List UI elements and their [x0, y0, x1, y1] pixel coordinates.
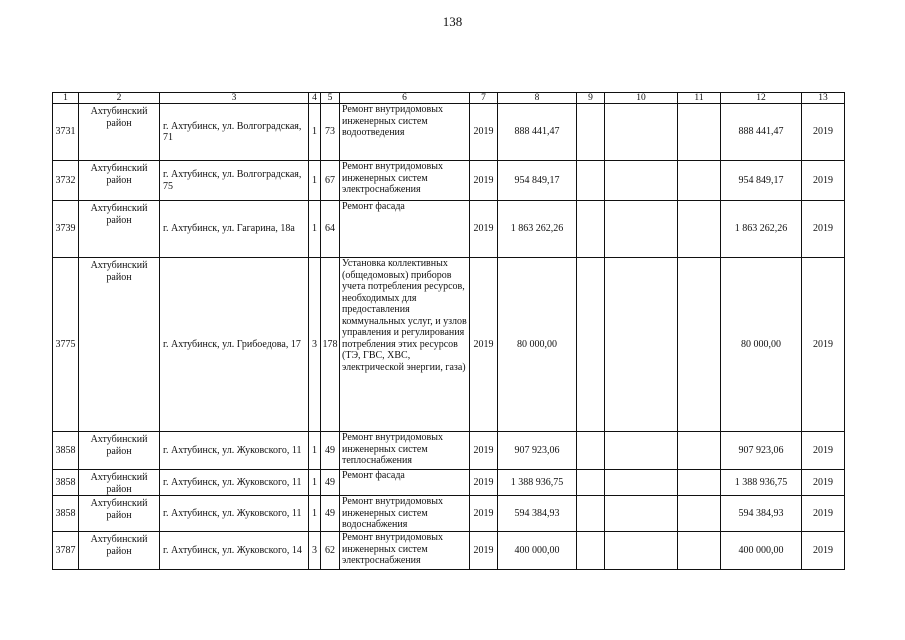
column-9-cell: [577, 201, 605, 258]
cost-cell: 1 388 936,75: [498, 470, 577, 496]
row-number: 3858: [53, 470, 79, 496]
cost-cell: 954 849,17: [498, 161, 577, 201]
column-5-cell: 62: [321, 532, 340, 570]
completion-year-cell: 2019: [802, 258, 845, 432]
total-cost-cell: 1 863 262,26: [721, 201, 802, 258]
column-11-cell: [678, 470, 721, 496]
cost-cell: 1 863 262,26: [498, 201, 577, 258]
table-body: [53, 104, 845, 570]
row-number: 3739: [53, 201, 79, 258]
cost-cell: 400 000,00: [498, 532, 577, 570]
district-cell: Ахтубинский район: [79, 496, 160, 532]
column-5-cell: 178: [321, 258, 340, 432]
work-type-cell: Установка коллективных (общедомовых) приборов учета потребления ресурсов, необходимых для предоставления коммунальных услуг, и узлов управления и регулирования потребления этих ресурсов (ТЭ, ГВС, ХВС, электрической энергии, газа): [340, 258, 470, 432]
column-9-cell: [577, 496, 605, 532]
column-number-row: [53, 93, 845, 104]
column-4-cell: 1: [309, 161, 321, 201]
column-4-cell: 1: [309, 201, 321, 258]
table-row: [53, 496, 845, 532]
year-cell: 2019: [470, 496, 498, 532]
column-5-cell: 64: [321, 201, 340, 258]
district-cell: Ахтубинский район: [79, 532, 160, 570]
total-cost-cell: 888 441,47: [721, 104, 802, 161]
column-10-cell: [605, 432, 678, 470]
table-row: [53, 161, 845, 201]
address-cell: г. Ахтубинск, ул. Волгоградская, 71: [160, 104, 309, 161]
row-number: 3787: [53, 532, 79, 570]
address-cell: г. Ахтубинск, ул. Жуковского, 11: [160, 470, 309, 496]
district-cell: Ахтубинский район: [79, 258, 160, 432]
column-9-cell: [577, 258, 605, 432]
column-10-cell: [605, 258, 678, 432]
column-header-6: 6: [340, 93, 470, 104]
district-cell: Ахтубинский район: [79, 201, 160, 258]
address-cell: г. Ахтубинск, ул. Грибоедова, 17: [160, 258, 309, 432]
work-type-cell: Ремонт внутридомовых инженерных систем водоснабжения: [340, 496, 470, 532]
row-number: 3858: [53, 432, 79, 470]
address-cell: г. Ахтубинск, ул. Жуковского, 14: [160, 532, 309, 570]
column-11-cell: [678, 532, 721, 570]
row-number: 3731: [53, 104, 79, 161]
year-cell: 2019: [470, 470, 498, 496]
cost-cell: 80 000,00: [498, 258, 577, 432]
column-5-cell: 49: [321, 496, 340, 532]
page-number: 138: [442, 14, 463, 29]
total-cost-cell: 1 388 936,75: [721, 470, 802, 496]
capital-repair-table: [52, 92, 845, 570]
column-header-5: 5: [321, 93, 340, 104]
column-5-cell: 49: [321, 432, 340, 470]
column-10-cell: [605, 201, 678, 258]
column-11-cell: [678, 496, 721, 532]
column-11-cell: [678, 104, 721, 161]
work-type-cell: Ремонт внутридомовых инженерных систем водоотведения: [340, 104, 470, 161]
column-10-cell: [605, 104, 678, 161]
column-10-cell: [605, 161, 678, 201]
column-11-cell: [678, 161, 721, 201]
column-header-12: 12: [721, 93, 802, 104]
address-cell: г. Ахтубинск, ул. Гагарина, 18а: [160, 201, 309, 258]
column-header-13: 13: [802, 93, 845, 104]
total-cost-cell: 907 923,06: [721, 432, 802, 470]
district-cell: Ахтубинский район: [79, 470, 160, 496]
table-row: [53, 432, 845, 470]
table-row: [53, 470, 845, 496]
completion-year-cell: 2019: [802, 161, 845, 201]
completion-year-cell: 2019: [802, 104, 845, 161]
column-header-8: 8: [498, 93, 577, 104]
column-11-cell: [678, 432, 721, 470]
table-row: [53, 532, 845, 570]
column-11-cell: [678, 201, 721, 258]
district-cell: Ахтубинский район: [79, 104, 160, 161]
column-10-cell: [605, 496, 678, 532]
address-cell: г. Ахтубинск, ул. Жуковского, 11: [160, 496, 309, 532]
year-cell: 2019: [470, 258, 498, 432]
completion-year-cell: 2019: [802, 532, 845, 570]
year-cell: 2019: [470, 432, 498, 470]
cost-cell: 888 441,47: [498, 104, 577, 161]
cost-cell: 907 923,06: [498, 432, 577, 470]
column-4-cell: 1: [309, 432, 321, 470]
column-10-cell: [605, 532, 678, 570]
total-cost-cell: 400 000,00: [721, 532, 802, 570]
work-type-cell: Ремонт внутридомовых инженерных систем электроснабжения: [340, 161, 470, 201]
year-cell: 2019: [470, 161, 498, 201]
column-9-cell: [577, 104, 605, 161]
column-header-7: 7: [470, 93, 498, 104]
address-cell: г. Ахтубинск, ул. Волгоградская, 75: [160, 161, 309, 201]
column-4-cell: 3: [309, 258, 321, 432]
row-number: 3775: [53, 258, 79, 432]
column-5-cell: 49: [321, 470, 340, 496]
cost-cell: 594 384,93: [498, 496, 577, 532]
row-number: 3858: [53, 496, 79, 532]
column-header-9: 9: [577, 93, 605, 104]
total-cost-cell: 80 000,00: [721, 258, 802, 432]
completion-year-cell: 2019: [802, 201, 845, 258]
column-5-cell: 67: [321, 161, 340, 201]
column-header-11: 11: [678, 93, 721, 104]
completion-year-cell: 2019: [802, 496, 845, 532]
column-10-cell: [605, 470, 678, 496]
year-cell: 2019: [470, 104, 498, 161]
column-5-cell: 73: [321, 104, 340, 161]
column-9-cell: [577, 532, 605, 570]
column-9-cell: [577, 432, 605, 470]
column-header-3: 3: [160, 93, 309, 104]
total-cost-cell: 954 849,17: [721, 161, 802, 201]
total-cost-cell: 594 384,93: [721, 496, 802, 532]
column-4-cell: 1: [309, 470, 321, 496]
work-type-cell: Ремонт внутридомовых инженерных систем теплоснабжения: [340, 432, 470, 470]
table-row: [53, 104, 845, 161]
year-cell: 2019: [470, 532, 498, 570]
completion-year-cell: 2019: [802, 432, 845, 470]
address-cell: г. Ахтубинск, ул. Жуковского, 11: [160, 432, 309, 470]
work-type-cell: Ремонт внутридомовых инженерных систем электроснабжения: [340, 532, 470, 570]
column-header-2: 2: [79, 93, 160, 104]
column-4-cell: 3: [309, 532, 321, 570]
table-row: [53, 258, 845, 432]
district-cell: Ахтубинский район: [79, 161, 160, 201]
column-9-cell: [577, 161, 605, 201]
column-header-4: 4: [309, 93, 321, 104]
column-4-cell: 1: [309, 104, 321, 161]
work-type-cell: Ремонт фасада: [340, 470, 470, 496]
table-row: [53, 201, 845, 258]
work-type-cell: Ремонт фасада: [340, 201, 470, 258]
column-9-cell: [577, 470, 605, 496]
column-11-cell: [678, 258, 721, 432]
district-cell: Ахтубинский район: [79, 432, 160, 470]
row-number: 3732: [53, 161, 79, 201]
column-4-cell: 1: [309, 496, 321, 532]
completion-year-cell: 2019: [802, 470, 845, 496]
year-cell: 2019: [470, 201, 498, 258]
column-header-10: 10: [605, 93, 678, 104]
column-header-1: 1: [53, 93, 79, 104]
